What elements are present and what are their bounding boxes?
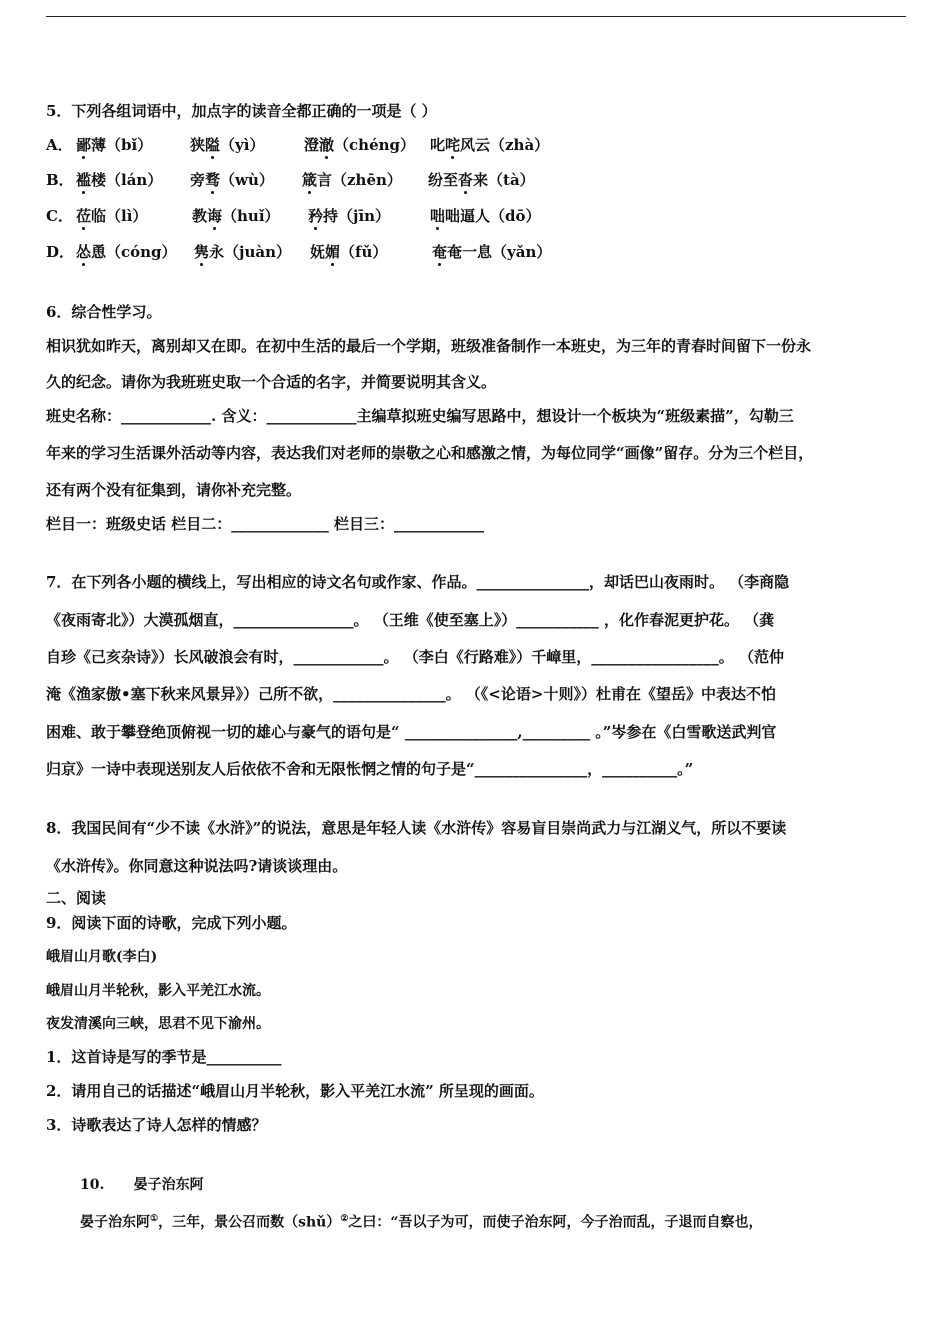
- q5-word-item: 褴楼（lán）: [76, 171, 163, 189]
- dotted-char: 隘: [205, 136, 221, 154]
- q6-line-5: 还有两个没有征集到，请你补充完整。: [46, 481, 302, 499]
- dotted-char: 奄: [432, 243, 448, 261]
- dotted-char: 矜: [308, 207, 324, 225]
- q6-line-3: 班史名称：____________. 含义：____________主编草拟班史编写思路中，想设计一个板块为“班级素描”，勾勒三: [46, 407, 794, 425]
- header-rule: [46, 16, 906, 17]
- q7-line-1: 7．在下列各小题的横线上，写出相应的诗文名句或作家、作品。_______________，却话巴山夜雨时。 （李商隐: [46, 573, 790, 591]
- q8-line-1: 8．我国民间有“少不读《水浒》”的说法，意思是年轻人读《水浒传》容易盲目崇尚武力与江湖义气，所以不要读: [46, 819, 787, 837]
- q5-word-item: 咄咄逼人（dō）: [430, 207, 541, 225]
- q5-word-item: 怂恿（cóng）: [76, 243, 177, 261]
- dotted-char: 沓: [458, 171, 474, 189]
- dotted-char: 怂: [76, 243, 92, 261]
- dotted-char: 莅: [76, 207, 92, 225]
- dotted-char: 隽: [194, 243, 210, 261]
- q9-sub-1: 1．这首诗是写的季节是__________: [46, 1048, 282, 1066]
- q5-option-letter: D．: [46, 243, 75, 261]
- q10-body: 晏子治东阿①，三年，景公召而数（shǔ）②之曰：“吾以子为可，而使子治东阿，今子治而乱，子退而自察也，: [80, 1214, 763, 1231]
- q7-line-6: 归京》一诗中表现送别友人后依依不舍和无限怅惘之情的句子是“_______________，__________。”: [46, 760, 694, 778]
- poem-title: 峨眉山月歌(李白): [46, 949, 158, 965]
- dotted-char: 咤: [445, 136, 461, 154]
- q5-word-item: 鄙薄（bǐ）: [76, 136, 153, 154]
- dotted-char: 骛: [205, 171, 221, 189]
- q10-title: 10. 晏子治东阿: [80, 1177, 204, 1193]
- q6-line-2: 久的纪念。请你为我班班史取一个合适的名字，并简要说明其含义。: [46, 373, 497, 391]
- q5-word-item: 叱咤风云（zhà）: [430, 136, 550, 154]
- q6-line-4: 年来的学习生活课外活动等内容，表达我们对老师的崇敬之心和感激之情，为每位同学“画像”留存。分为三个栏目，: [46, 444, 814, 462]
- q7-line-3: 自珍《己亥杂诗》）长风破浪会有时，____________。 （李白《行路难》）千嶂里，_________________。 （范仲: [46, 648, 784, 666]
- q5-word-item: 旁骛（wù）: [190, 171, 274, 189]
- q9-sub-2: 2．请用自己的话描述“峨眉山月半轮秋，影入平羌江水流” 所呈现的画面。: [46, 1082, 544, 1100]
- q5-word-item: 澄澈（chéng）: [304, 136, 416, 154]
- q5-word-item: 纷至沓来（tà）: [428, 171, 535, 189]
- q5-stem: 5．下列各组词语中，加点字的读音全都正确的一项是（ ）: [46, 102, 437, 120]
- q7-line-5: 困难、敢于攀登绝顶俯视一切的雄心与豪气的语句是“ _______________,_________ 。”岑参在《白雪歌送武判官: [46, 723, 777, 741]
- dotted-char: 诲: [207, 207, 223, 225]
- poem-line-2: 夜发清溪向三峡，思君不见下渝州。: [46, 1016, 270, 1032]
- q8-line-2: 《水浒传》。你同意这种说法吗?请谈谈理由。: [46, 857, 348, 875]
- section-heading: 二、阅读: [46, 889, 107, 907]
- q9-title: 9．阅读下面的诗歌，完成下列小题。: [46, 914, 297, 932]
- dotted-char: 褴: [76, 171, 92, 189]
- q7-line-2: 《夜雨寄北》）大漠孤烟直，________________。 （王维《使至塞上》）___________ ，化作春泥更护花。 （龚: [46, 611, 775, 629]
- dotted-char: 鄙: [76, 136, 92, 154]
- dotted-char: 箴: [302, 171, 318, 189]
- q5-word-item: 妩媚（fǔ）: [310, 243, 388, 261]
- q5-word-item: 奄奄一息（yǎn）: [432, 243, 552, 261]
- q5-word-item: 矜持（jīn）: [308, 207, 391, 225]
- q5-word-item: 莅临（lì）: [76, 207, 148, 225]
- q5-option-letter: A．: [46, 136, 73, 154]
- dotted-char: 澈: [319, 136, 335, 154]
- q6-line-1: 相识犹如昨天，离别却又在即。在初中生活的最后一个学期，班级准备制作一本班史，为三年的青春时间留下一份永: [46, 337, 812, 355]
- q6-line-6: 栏目一：班级史话 栏目二：_____________ 栏目三：____________: [46, 515, 484, 533]
- q5-option-letter: C．: [46, 207, 73, 225]
- q5-option-letter: B．: [46, 171, 74, 189]
- q5-word-item: 狭隘（yì）: [190, 136, 265, 154]
- q7-line-4: 淹《渔家傲•塞下秋来风景异》）己所不欲，_______________。 （《<论语>十则》）杜甫在《望岳》中表达不怕: [46, 685, 776, 703]
- poem-line-1: 峨眉山月半轮秋，影入平羌江水流。: [46, 983, 270, 999]
- q5-word-item: 箴言（zhēn）: [302, 171, 402, 189]
- q6-title: 6．综合性学习。: [46, 303, 162, 321]
- q9-sub-3: 3．诗歌表达了诗人怎样的情感？: [46, 1116, 267, 1134]
- dotted-char: 咄: [430, 207, 446, 225]
- q5-word-item: 教诲（huǐ）: [192, 207, 280, 225]
- dotted-char: 媚: [325, 243, 341, 261]
- q5-word-item: 隽永（juàn）: [194, 243, 291, 261]
